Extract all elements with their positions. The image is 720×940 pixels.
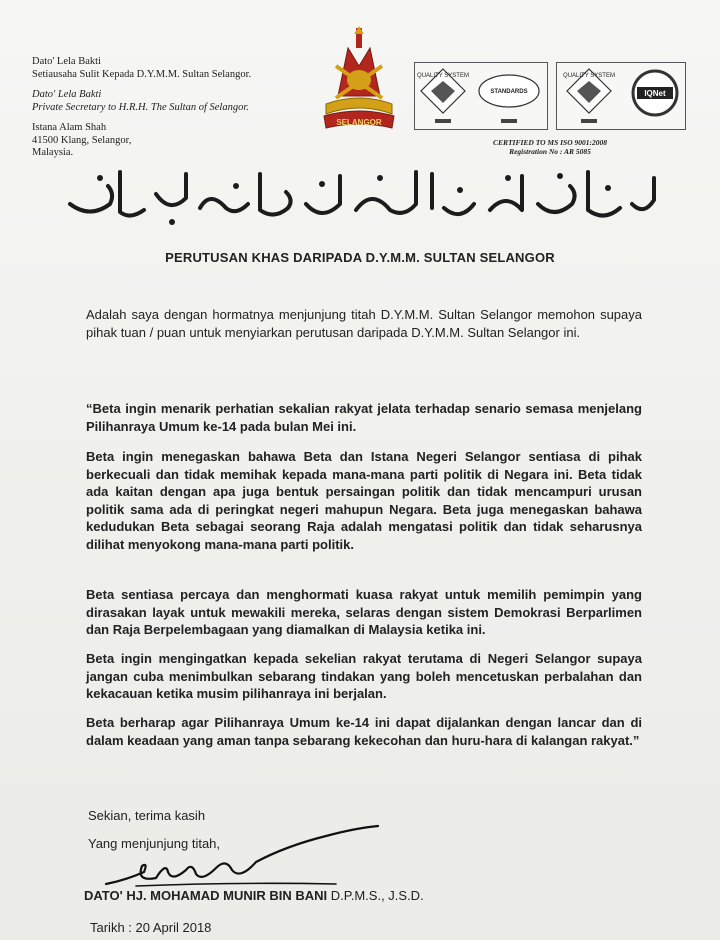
- salutation-text: Yang menjunjung titah,: [88, 836, 221, 851]
- page-title: PERUTUSAN KHAS DARIPADA D.Y.M.M. SULTAN SELANGOR: [165, 250, 555, 265]
- message-paragraph-1: “Beta ingin menarik perhatian sekalian rakyat jelata terhadap senario semasa menjelang Pilihanraya Umum ke-14 pada bulan Mei ini.: [86, 401, 642, 434]
- selangor-crest-icon: [318, 26, 400, 136]
- signer-line: [84, 888, 424, 903]
- intro-paragraph: Adalah saya dengan hormatnya menjunjung titah D.Y.M.M. Sultan Selangor memohon supaya pihak tuan / puan untuk menyiarkan perutusan daripada D.Y.M.M. Sultan Selangor ini.: [86, 307, 642, 340]
- sender-block: [32, 56, 322, 160]
- sender-address-2: 41500 Klang, Selangor,: [32, 134, 132, 146]
- sender-address-1: Istana Alam Shah: [32, 122, 107, 133]
- certification-box-iqnet: [556, 62, 686, 130]
- sender-title-en: Dato' Lela Bakti: [32, 89, 102, 100]
- crest-ribbon-text: SELANGOR: [336, 118, 382, 127]
- badge-standards: STANDARDS: [490, 89, 528, 95]
- message-paragraph-4: Beta ingin mengingatkan kepada sekelian rakyat terutama di Negeri Selangor supaya jangan cuba menimbulkan sebarang tindakan yang boleh mencetuskan perbalahan dan kekacauan ketika musim pilihanraya ini berjalan.: [86, 651, 642, 701]
- message-paragraph-2: Beta ingin menegaskan bahawa Beta dan Istana Negeri Selangor sentiasa di pihak berkecuali dan tidak memihak kepada mana-mana parti politik di Negara ini. Beta tidak ada kaitan dengan apa juga bentuk persaingan politik dan tidak mencampuri urusan politik sama ada di peringkat negeri mahupun Negara. Beta juga menegaskan bahawa kedudukan Beta sebagai seorang Raja adalah mengatasi politik dan tidak seharusnya dilihat menyokong mana-mana parti politik.: [86, 449, 642, 552]
- certification-caption: [470, 138, 630, 156]
- badge-quality-system-2: QUALITY SYSTEM: [563, 73, 615, 79]
- iso-certification: CERTIFIED TO MS ISO 9001:2008: [492, 138, 608, 147]
- signer-name: DATO' HJ. MOHAMAD MUNIR BIN BANI: [84, 888, 328, 903]
- sender-position: Setiausaha Sulit Kepada D.Y.M.M. Sultan Selangor.: [32, 68, 252, 80]
- badge-iqnet: IQNet: [644, 89, 666, 98]
- jawi-calligraphy-banner-icon: [60, 164, 660, 226]
- signer-honours: D.P.M.S., J.S.D.: [330, 888, 424, 903]
- letter-date: Tarikh : 20 April 2018: [90, 920, 212, 935]
- closing-text: Sekian, terima kasih: [88, 808, 206, 823]
- message-paragraph-5: Beta berharap agar Pilihanraya Umum ke-14 ini dapat dijalankan dengan lancar dan di dalam keadaan yang aman tanpa sebarang kekecohan dan huru-hara di kalangan rakyat.”: [86, 715, 642, 748]
- registration-number: Registration No : AR 5085: [509, 147, 591, 156]
- sender-title: Dato' Lela Bakti: [32, 56, 101, 67]
- badge-quality-system-1: QUALITY SYSTEM: [417, 73, 469, 79]
- sender-address-3: Malaysia.: [32, 147, 74, 158]
- sender-position-en: Private Secretary to H.R.H. The Sultan of Selangor.: [32, 101, 249, 113]
- certification-box-sirim: [414, 62, 548, 130]
- message-paragraph-3: Beta sentiasa percaya dan menghormati kuasa rakyat untuk memilih pemimpin yang dirasakan layak untuk mewakili mereka, selaras dengan sistem Demokrasi Berparlimen dan Raja Berpelembagaan yang diamalkan di Malaysia ketika ini.: [86, 587, 642, 637]
